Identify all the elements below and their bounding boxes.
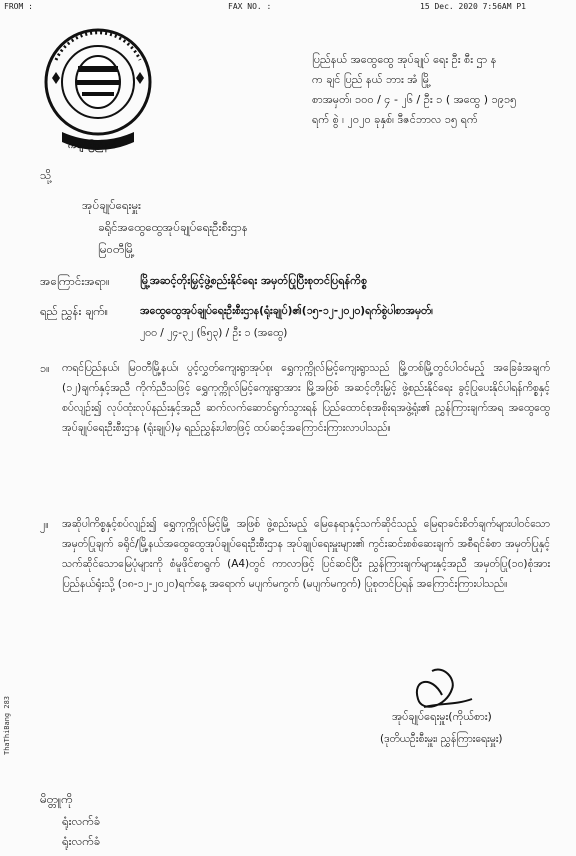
recipient-department: ခရိုင်အထွေထွေအုပ်ချုပ်ရေးဦးစီးဌာန	[98, 220, 248, 234]
reference-label: ရည် ညွှန်း ချက်။	[40, 304, 109, 318]
header-department: ပြည်နယ် အထွေထွေ အုပ်ချုပ် ရေး ဦး စီး ဌာ န	[312, 53, 497, 66]
recipient-town: မြဝတီမြို့	[98, 242, 135, 256]
copy-line-1: ရုံးလက်ခံ	[62, 814, 101, 828]
copy-label: မိတ္တူကို	[40, 792, 73, 806]
paragraph-1-text: ကရင်ပြည်နယ်၊ မြဝတီမြို့နယ်၊ ပွင့်လွှတ်ကျေးရွာအုပ်စု၊ ရွှေကုက္ကိုလ်မြင့်ကျေးရွာသည် မြို့တစ်မြို့တွင်ပါဝင်မည့် အခြေခံအချက် (၁၂)ချက်နှင့်အညီ ကိုက်ညီသဖြင့် ရွှေကုက္ကိုလ်မြင့်ကျေးရွာအား မြို့အဖြစ် အဆင့်တိုးမြှင့် ဖွဲ့စည်းနိုင်ရေး ခွင့်ပြုပေးနိုင်ပါရန်ကိစ္စနှင့်စပ်လျဉ်း၍ လုပ်ထုံးလုပ်နည်းနှင့်အညီ ဆက်လက်ဆောင်ရွက်သွားရန် ပြည်ထောင်စုအစိုးရအဖွဲ့ရုံး၏ ညွှန်ကြားချက်အရ အထွေထွေအုပ်ချုပ်ရေးဦးစီးဌာန (ရုံးချုပ်)မှ ရည်ညွှန်းပါစာဖြင့် ထပ်ဆင့်အကြောင်းကြားလာပါသည်။	[62, 362, 550, 434]
fax-from-label: FROM :	[4, 2, 33, 11]
fax-datetime: 15 Dec. 2020 7:56AM P1	[420, 2, 526, 11]
fax-number-label: FAX NO. :	[228, 2, 272, 11]
header-date: ရက် စွဲ ၊ ၂၀၂၀ ခုနှစ်၊ ဒီဇင်ဘာလ ၁၅ ရက်	[312, 113, 478, 126]
recipient-title: အုပ်ချုပ်ရေးမှူး	[82, 198, 141, 212]
fax-header-line	[0, 2, 576, 16]
reference-line-1: အထွေထွေအုပ်ချုပ်ရေးဦးစီးဌာန(ရုံးချုပ်)၏(၁၅-၁၂-၂၀၂၀)ရက်စွဲပါစာအမှတ်၊	[140, 305, 433, 317]
to-label: သို့	[40, 168, 52, 182]
subject-label: အကြောင်းအရာ။	[40, 274, 110, 288]
signature-name-line: (ဒုတိယဦးစီးမှူး၊ ညွှန်ကြားရေးမှူး)	[380, 733, 503, 745]
seal-bottom-text: ကချင်ပြည်နယ်	[68, 141, 118, 151]
department-seal	[42, 20, 154, 160]
side-stamp-text: ThaThiBang 283	[3, 695, 11, 755]
paragraph-2-text: အဆိုပါကိစ္စနှင့်စပ်လျဉ်း၍ ရွှေကုက္ကိုလ်မြင့်မြို့ အဖြစ် ဖွဲ့စည်းမည့် မြေနေရာနှင့်သက်ဆိုင်သည့် မြေရာခင်းစိတ်ချက်များပါဝင်သော အမှတ်ပြုချက် ခရိုင်/မြို့နယ်အထွေထွေအုပ်ချုပ်ရေးဦးစီးဌာန အုပ်ချုပ်ရေးမှူးများ၏ ကွင်းဆင်းစစ်ဆေးချက် အစီရင်ခံစာ အမှတ်ပြုနှင့်သက်ဆိုင်သောမြေပုံများကို စံမူဖိုင်စာရွက် (A4)တွင် ကာလာဖြင့် ပြင်ဆင်ပြီး ညွှန်ကြားချက်များနှင့်အညီ အမှတ်ပြု(၁၀)စုံအား ပြည်နယ်ရုံးသို့ (၁၈-၁၂-၂၀၂၀)ရက်နေ့ အရောက် မပျက်မကွက် (မပျက်မကွက်) ပြုစုတင်ပြရန် အကြောင်းကြားပါသည်။	[62, 518, 550, 590]
copy-line-2: ရုံးလက်ခံ	[62, 834, 101, 848]
reference-line-2: ၂၀၀ / ၂၄-၃၂ (၆၅၃) / ဦး ၁ (အထွေ)	[140, 327, 288, 339]
paragraph-1-number: ၁။	[40, 362, 50, 375]
header-letter-number: စာအမှတ်၊ ၁၀၀ / ၄ - ၂၆ / ဦး ၁ ( အထွေ ) ၁၉၁၅	[312, 93, 517, 106]
paragraph-2-number: ၂။	[40, 518, 49, 531]
signature-role: အုပ်ချုပ်ရေးမှူး(ကိုယ်စား)	[392, 710, 492, 723]
header-location: က ချင် ပြည် နယ် ဘား အံ မြို့	[312, 73, 431, 86]
subject-text: မြို့အဆင့်တိုးမြှင့်ဖွဲ့စည်းနိုင်ရေး အမှတ်ပြုပြီးစုတင်ပြရန်ကိစ္စ	[140, 274, 368, 287]
